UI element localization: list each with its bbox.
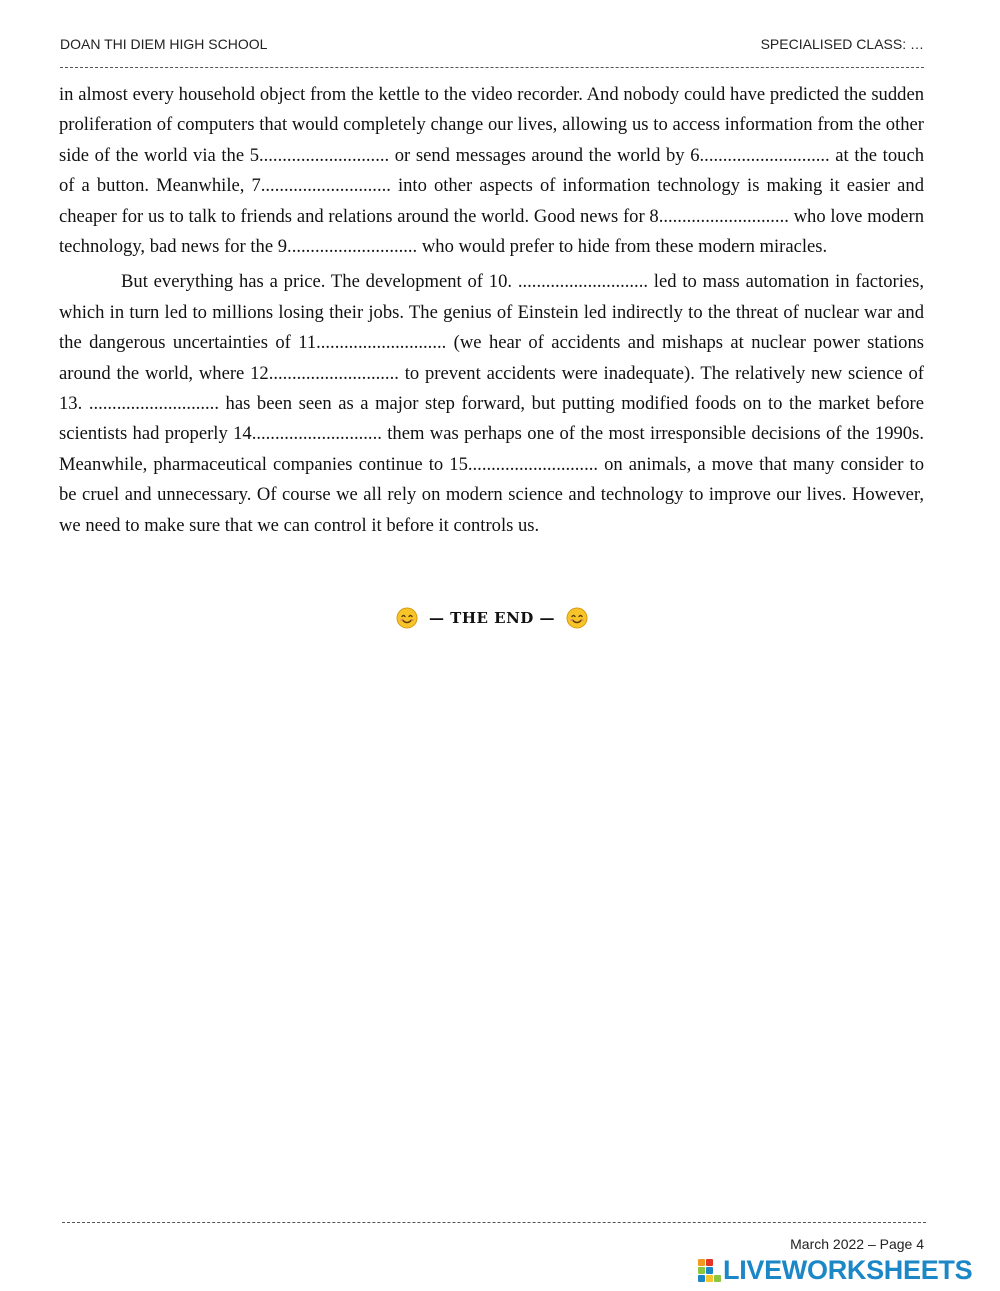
passage-paragraph-2: But everything has a price. The development of 10. ............................ led to mass automation in factories, which in turn led to millions losing their jobs. The genius of Einstein led indirectly to the threat of nuclear war and the dangerous uncertainties of 11............................ (we hear of accidents and mishaps at nuclear power stations around the world, where 12............................ to prevent accidents were inadequate). The relatively new science of 13. ............................ has been seen as a major step forward, but putting modified foods on to the market before scientists had properly 14............................ them was perhaps one of the most irresponsible decisions of the 1990s. Meanwhile, pharmaceutical companies continue to 15............................ on animals, a move that many consider to be cruel and unnecessary. Of course we all rely on modern science and technology to improve our lives. However, we need to make sure that we can control it before it controls us. — [59, 271, 924, 536]
footer-divider — [62, 1222, 926, 1223]
the-end-line — [0, 606, 1000, 632]
page-header — [60, 36, 924, 56]
class-label: SPECIALISED CLASS: … — [760, 36, 924, 52]
logo-blocks-icon — [697, 1258, 723, 1284]
reading-passage — [59, 80, 924, 541]
the-end-text: — THE END — — [428, 608, 556, 627]
logo-wordmark: LIVEWORKSHEETS — [723, 1255, 973, 1285]
smiley-icon — [396, 607, 418, 629]
liveworksheets-logo — [697, 1256, 997, 1286]
school-name: DOAN THI DIEM HIGH SCHOOL — [60, 36, 268, 52]
header-divider — [60, 67, 924, 68]
passage-paragraph-1: in almost every household object from the kettle to the video recorder. And nobody could have predicted the sudden proliferation of computers that would completely change our lives, allowing us to access information from the other side of the world via the 5............................ or send messages around the world by 6............................ at the touch of a button. Meanwhile, 7............................ into other aspects of information technology is making it easier and cheaper for us to talk to friends and relations around the world. Good news for 8............................ who love modern technology, bad news for the 9............................ who would prefer to hide from these modern miracles. — [59, 84, 924, 258]
page-number-label: March 2022 – Page 4 — [790, 1236, 924, 1252]
smiley-icon — [566, 607, 588, 629]
